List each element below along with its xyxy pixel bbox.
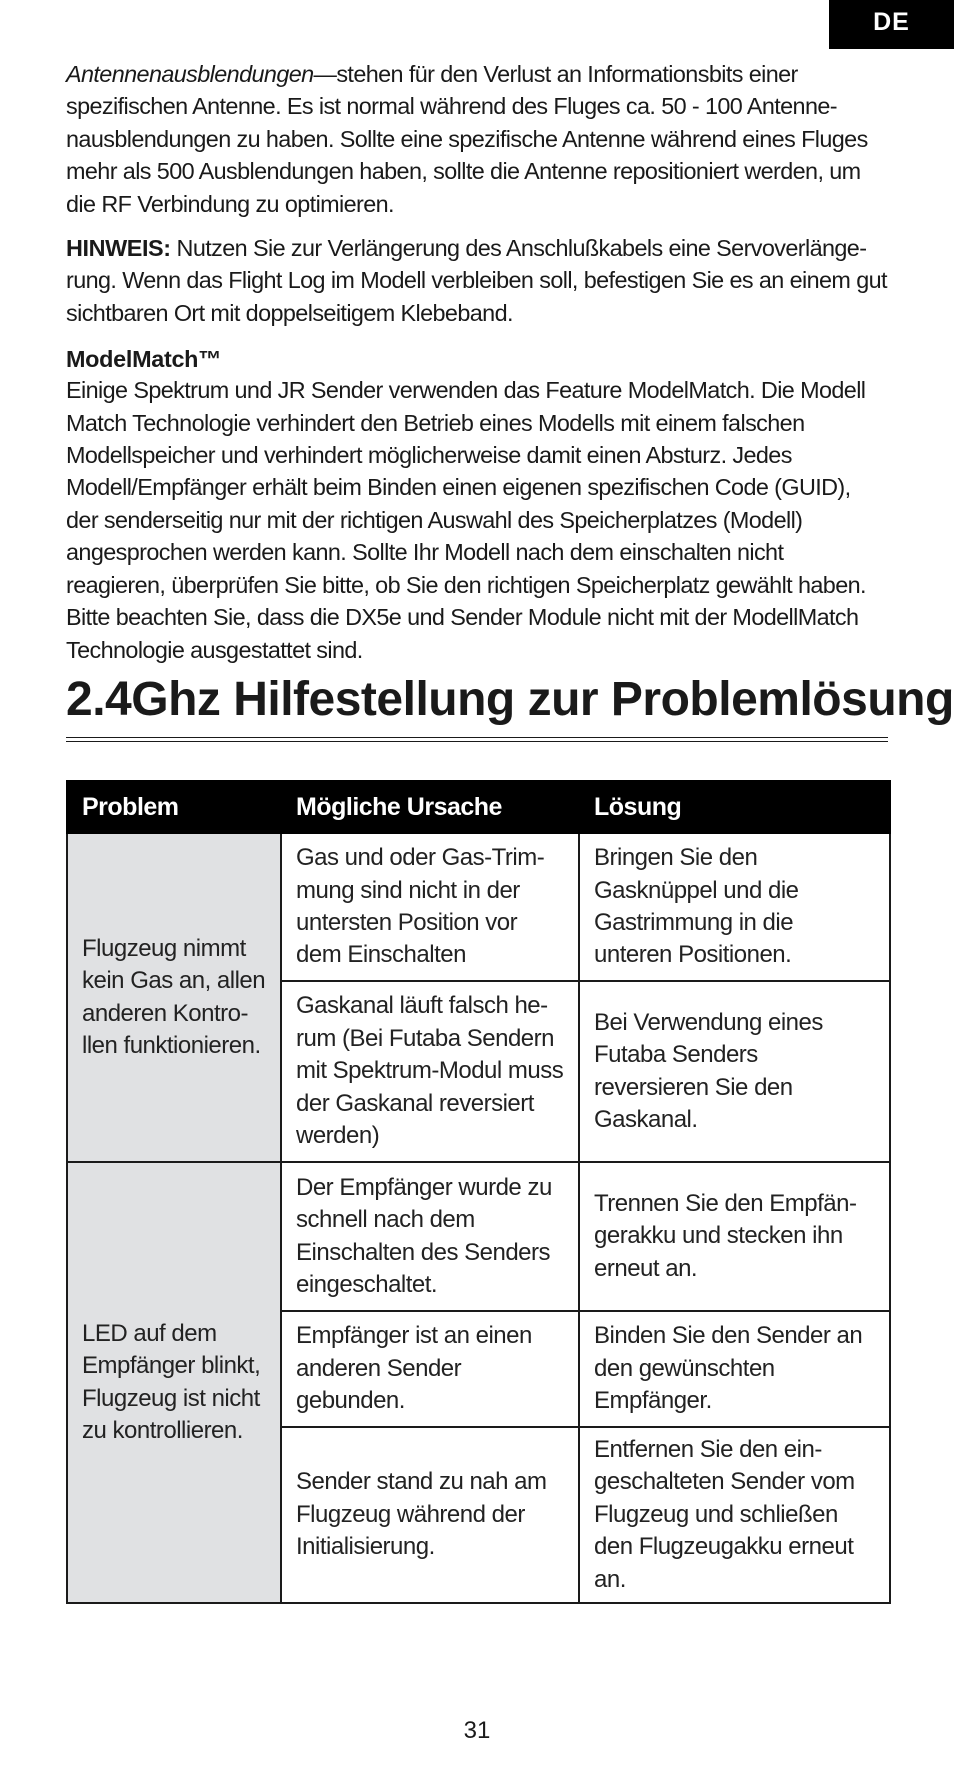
- cause-cell: Sender stand zu nah am Flugzeug während der Initialisierung.: [281, 1427, 579, 1603]
- antenna-fades-term: Antennenausblendungen: [66, 61, 314, 87]
- problem-cell: LED auf dem Empfänger blinkt, Flugzeug ist nicht zu kontrollieren.: [67, 1162, 281, 1603]
- cause-cell: Gas und oder Gas-Trim- mung sind nicht in der untersten Position vor dem Einschalten: [281, 833, 579, 981]
- language-tab: DE: [829, 0, 954, 49]
- title-rule-bottom: [66, 741, 888, 742]
- solution-cell: Bei Verwendung eines Futaba Senders reversieren Sie den Gaskanal.: [579, 981, 890, 1162]
- cause-cell: Empfänger ist an einen anderen Sender gebunden.: [281, 1311, 579, 1427]
- body-text: [66, 58, 888, 666]
- modelmatch-heading: ModelMatch™: [66, 346, 222, 373]
- note-paragraph: [66, 232, 888, 329]
- modelmatch-paragraph: Einige Spektrum und JR Sender verwenden das Feature ModelMatch. Die Modell Match Technologie verhindert den Betrieb eines Modells mit einem falschen Modellspeicher und verhindert möglicherweise damit einen Absturz. Jedes Modell/Empfänger erhält beim Binden einen eigenen spezifischen Code (GUID), der senderseitig nur mit der richtigen Auswahl des Speicherplatzes (Modell) angesprochen werden kann. Sollte Ihr Modell nach dem einschalten nicht reagieren, überprüfen Sie bitte, ob Sie den richtigen Speicherplatz gewählt haben. Bitte beachten Sie, dass die DX5e und Sender Module nicht mit der ModellMatch Technologie ausgestattet sind.: [66, 377, 866, 663]
- solution-cell: Entfernen Sie den ein- geschalteten Sender vom Flugzeug und schließen den Flugzeugakku erneut an.: [579, 1427, 890, 1603]
- problem-cell: Flugzeug nimmt kein Gas an, allen anderen Kontro- llen funktionieren.: [67, 833, 281, 1162]
- solution-cell: Bringen Sie den Gasknüppel und die Gastrimmung in die unteren Positionen.: [579, 833, 890, 981]
- table-row: [67, 1162, 890, 1311]
- troubleshooting-table: [66, 780, 891, 1604]
- header-solution: Lösung: [579, 781, 890, 833]
- antenna-fades-paragraph: [66, 58, 888, 220]
- antenna-fades-text: —stehen für den Verlust an Informationsbits einer spezifischen Antenne. Es ist normal während des Fluges ca. 50 - 100 Antenne- nausblendungen zu haben. Sollte eine spezifische Antenne während eines Fluges mehr als 500 Ausblendungen haben, sollte die Antenne repositioniert werden, um die RF Verbindung zu optimieren.: [66, 61, 868, 217]
- page-number: 31: [463, 1717, 491, 1744]
- solution-cell: Trennen Sie den Empfän- gerakku und stecken ihn erneut an.: [579, 1162, 890, 1311]
- title-rule-top: [66, 737, 888, 738]
- cause-cell: Gaskanal läuft falsch he- rum (Bei Futaba Sendern mit Spektrum-Modul muss der Gaskanal reversiert werden): [281, 981, 579, 1162]
- note-text: Nutzen Sie zur Verlängerung des Anschlußkabels eine Servoverlänge- rung. Wenn das Flight Log im Modell verbleiben soll, befestigen Sie es an einem gut sichtbaren Ort mit doppelseitigem Klebeband.: [66, 235, 887, 326]
- section-title: 2.4Ghz Hilfestellung zur Problemlösung: [66, 673, 954, 726]
- solution-cell: Binden Sie den Sender an den gewünschten Empfänger.: [579, 1311, 890, 1427]
- header-cause: Mögliche Ursache: [281, 781, 579, 833]
- note-label: HINWEIS:: [66, 235, 171, 262]
- table-row: [67, 833, 890, 981]
- table-header-row: [67, 781, 890, 833]
- cause-cell: Der Empfänger wurde zu schnell nach dem Einschalten des Senders eingeschaltet.: [281, 1162, 579, 1311]
- header-problem: Problem: [67, 781, 281, 833]
